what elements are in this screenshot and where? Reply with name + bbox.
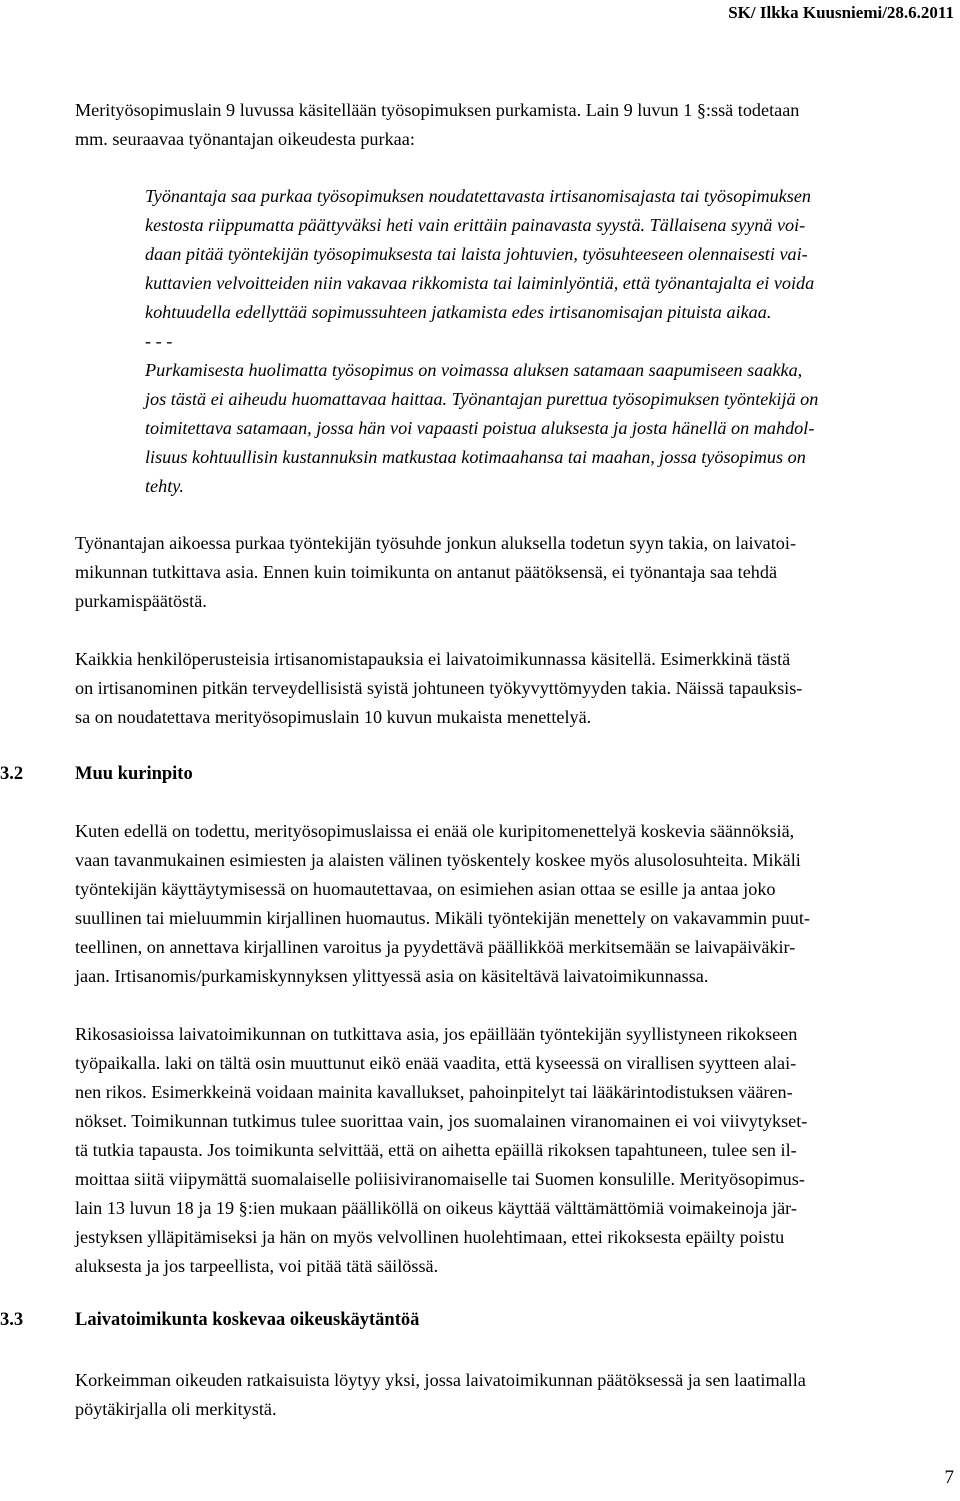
quote-line: tehty. — [145, 476, 184, 496]
page-number: 7 — [944, 1467, 954, 1488]
text-line: mikunnan tutkittava asia. Ennen kuin toimikunta on antanut päätöksensä, ei työnantaja saa tehdä — [75, 562, 778, 582]
text-line: nökset. Toimikunnan tutkimus tulee suorittaa vain, jos suomalainen viranomainen ei voi viivytykset- — [75, 1111, 808, 1131]
text-line: moittaa siitä viipymättä suomalaiselle poliisiviranomaiselle tai Suomen konsulille. Merityösopimus- — [75, 1169, 805, 1189]
section-heading-3-3 — [0, 1306, 419, 1335]
text-line: Työnantajan aikoessa purkaa työntekijän työsuhde jonkun aluksella todetun syyn takia, on laivatoi- — [75, 533, 796, 553]
text-line: tä tutkia tapausta. Jos toimikunta selvittää, että on aihetta epäillä rikoksen tapahtuneen, tulee sen il- — [75, 1140, 797, 1160]
section-title: Laivatoimikunta koskevaa oikeuskäytäntöä — [75, 1310, 420, 1330]
section-heading-3-2 — [0, 760, 193, 789]
quote-line: daan pitää työntekijän työsopimuksesta tai laista johtuvien, työsuhteeseen olennaisesti vai- — [145, 244, 808, 264]
law-quote — [145, 182, 958, 501]
section-number: 3.2 — [0, 764, 24, 784]
text-line: Korkeimman oikeuden ratkaisuista löytyy yksi, jossa laivatoimikunnan päätöksessä ja sen laatimalla — [75, 1370, 806, 1390]
text-line: sa on noudatettava merityösopimuslain 10 kuvun mukaista menettelyä. — [75, 707, 592, 727]
paragraph-purkaminen — [75, 529, 958, 616]
text-line: suullinen tai mieluummin kirjallinen huomautus. Mikäli työntekijän menettely on vakavammin puut- — [75, 908, 810, 928]
text-line: vaan tavanmukainen esimiesten ja alaisten välinen työskentely koskee myös alusolosuhteita. Mikäli — [75, 850, 801, 870]
text-line: pöytäkirjalla oli merkitystä. — [75, 1399, 277, 1419]
quote-line: jos tästä ei aiheudu huomattavaa haittaa. Työnantajan purettua työsopimuksen työntekijä on — [145, 389, 819, 409]
text-line: on irtisanominen pitkän terveydellisistä syistä johtuneen työkyvyttömyyden takia. Näissä tapauksis- — [75, 678, 803, 698]
paragraph-rikosasiat — [75, 1020, 958, 1281]
document-header: SK/ Ilkka Kuusniemi/28.6.2011 — [728, 3, 954, 22]
quote-line: kuttavien velvoitteiden niin vakavaa rikkomista tai laiminlyöntiä, että työnantajalta ei voida — [145, 273, 815, 293]
text-line: teellinen, on annettava kirjallinen varoitus ja pyydettävä päällikköä merkitsemään se laivapäiväkir- — [75, 937, 796, 957]
paragraph-irtisanominen — [75, 645, 958, 732]
quote-line: kestosta riippumatta päättyväksi heti vain erittäin painavasta syystä. Tällaisena syynä voi- — [145, 215, 806, 235]
section-number: 3.3 — [0, 1310, 24, 1330]
intro-paragraph — [75, 96, 958, 154]
text-line: Merityösopimuslain 9 luvussa käsitellään työsopimuksen purkamista. Lain 9 luvun 1 §:ssä todetaan — [75, 100, 800, 120]
text-line: jestyksen ylläpitämiseksi ja hän on myös velvollinen huolehtimaan, ettei rikoksesta epäilty poistu — [75, 1227, 785, 1247]
text-line: nen rikos. Esimerkkeinä voidaan mainita kavallukset, pahoinpitelyt tai lääkärintodistuksen väären- — [75, 1082, 793, 1102]
text-line: Kaikkia henkilöperusteisia irtisanomistapauksia ei laivatoimikunnassa käsitellä. Esimerkkinä tästä — [75, 649, 791, 669]
quote-line: lisuus kohtuullisin kustannuksin matkustaa kotimaahansa tai maahan, jossa työsopimus on — [145, 447, 806, 467]
text-line: Rikosasioissa laivatoimikunnan on tutkittava asia, jos epäillään työntekijän syyllistyneen rikokseen — [75, 1024, 798, 1044]
text-line: purkamispäätöstä. — [75, 591, 207, 611]
quote-line: toimitettava satamaan, jossa hän voi vapaasti poistua aluksesta ja josta hänellä on mahdol- — [145, 418, 815, 438]
text-line: työntekijän käyttäytymisessä on huomautettavaa, on esimiehen asian ottaa se esille ja antaa joko — [75, 879, 776, 899]
quote-line: kohtuudella edellyttää sopimussuhteen jatkamista edes irtisanomisajan pituista aikaa. — [145, 302, 772, 322]
text-line: jaan. Irtisanomis/purkamiskynnyksen ylittyessä asia on käsiteltävä laivatoimikunnassa. — [75, 966, 709, 986]
text-line: lain 13 luvun 18 ja 19 §:ien mukaan päälliköllä on oikeus käyttää välttämättömiä voimakeinoja jär- — [75, 1198, 797, 1218]
paragraph-kurinpito — [75, 817, 958, 991]
text-line: Kuten edellä on todettu, merityösopimuslaissa ei enää ole kuripitomenettelyä koskevia säännöksiä, — [75, 821, 795, 841]
paragraph-oikeuskaytanto — [75, 1366, 958, 1424]
text-line: mm. seuraavaa työnantajan oikeudesta purkaa: — [75, 129, 415, 149]
quote-separator: - - - — [145, 331, 173, 351]
quote-line: Purkamisesta huolimatta työsopimus on voimassa aluksen satamaan saapumiseen saakka, — [145, 360, 803, 380]
quote-line: Työnantaja saa purkaa työsopimuksen noudatettavasta irtisanomisajasta tai työsopimuksen — [145, 186, 812, 206]
text-line: aluksesta ja jos tarpeellista, voi pitää tätä säilössä. — [75, 1256, 439, 1276]
section-title: Muu kurinpito — [75, 764, 193, 784]
text-line: työpaikalla. laki on tältä osin muuttunut eikö enää vaadita, että kyseessä on virallisen syytteen alai- — [75, 1053, 797, 1073]
